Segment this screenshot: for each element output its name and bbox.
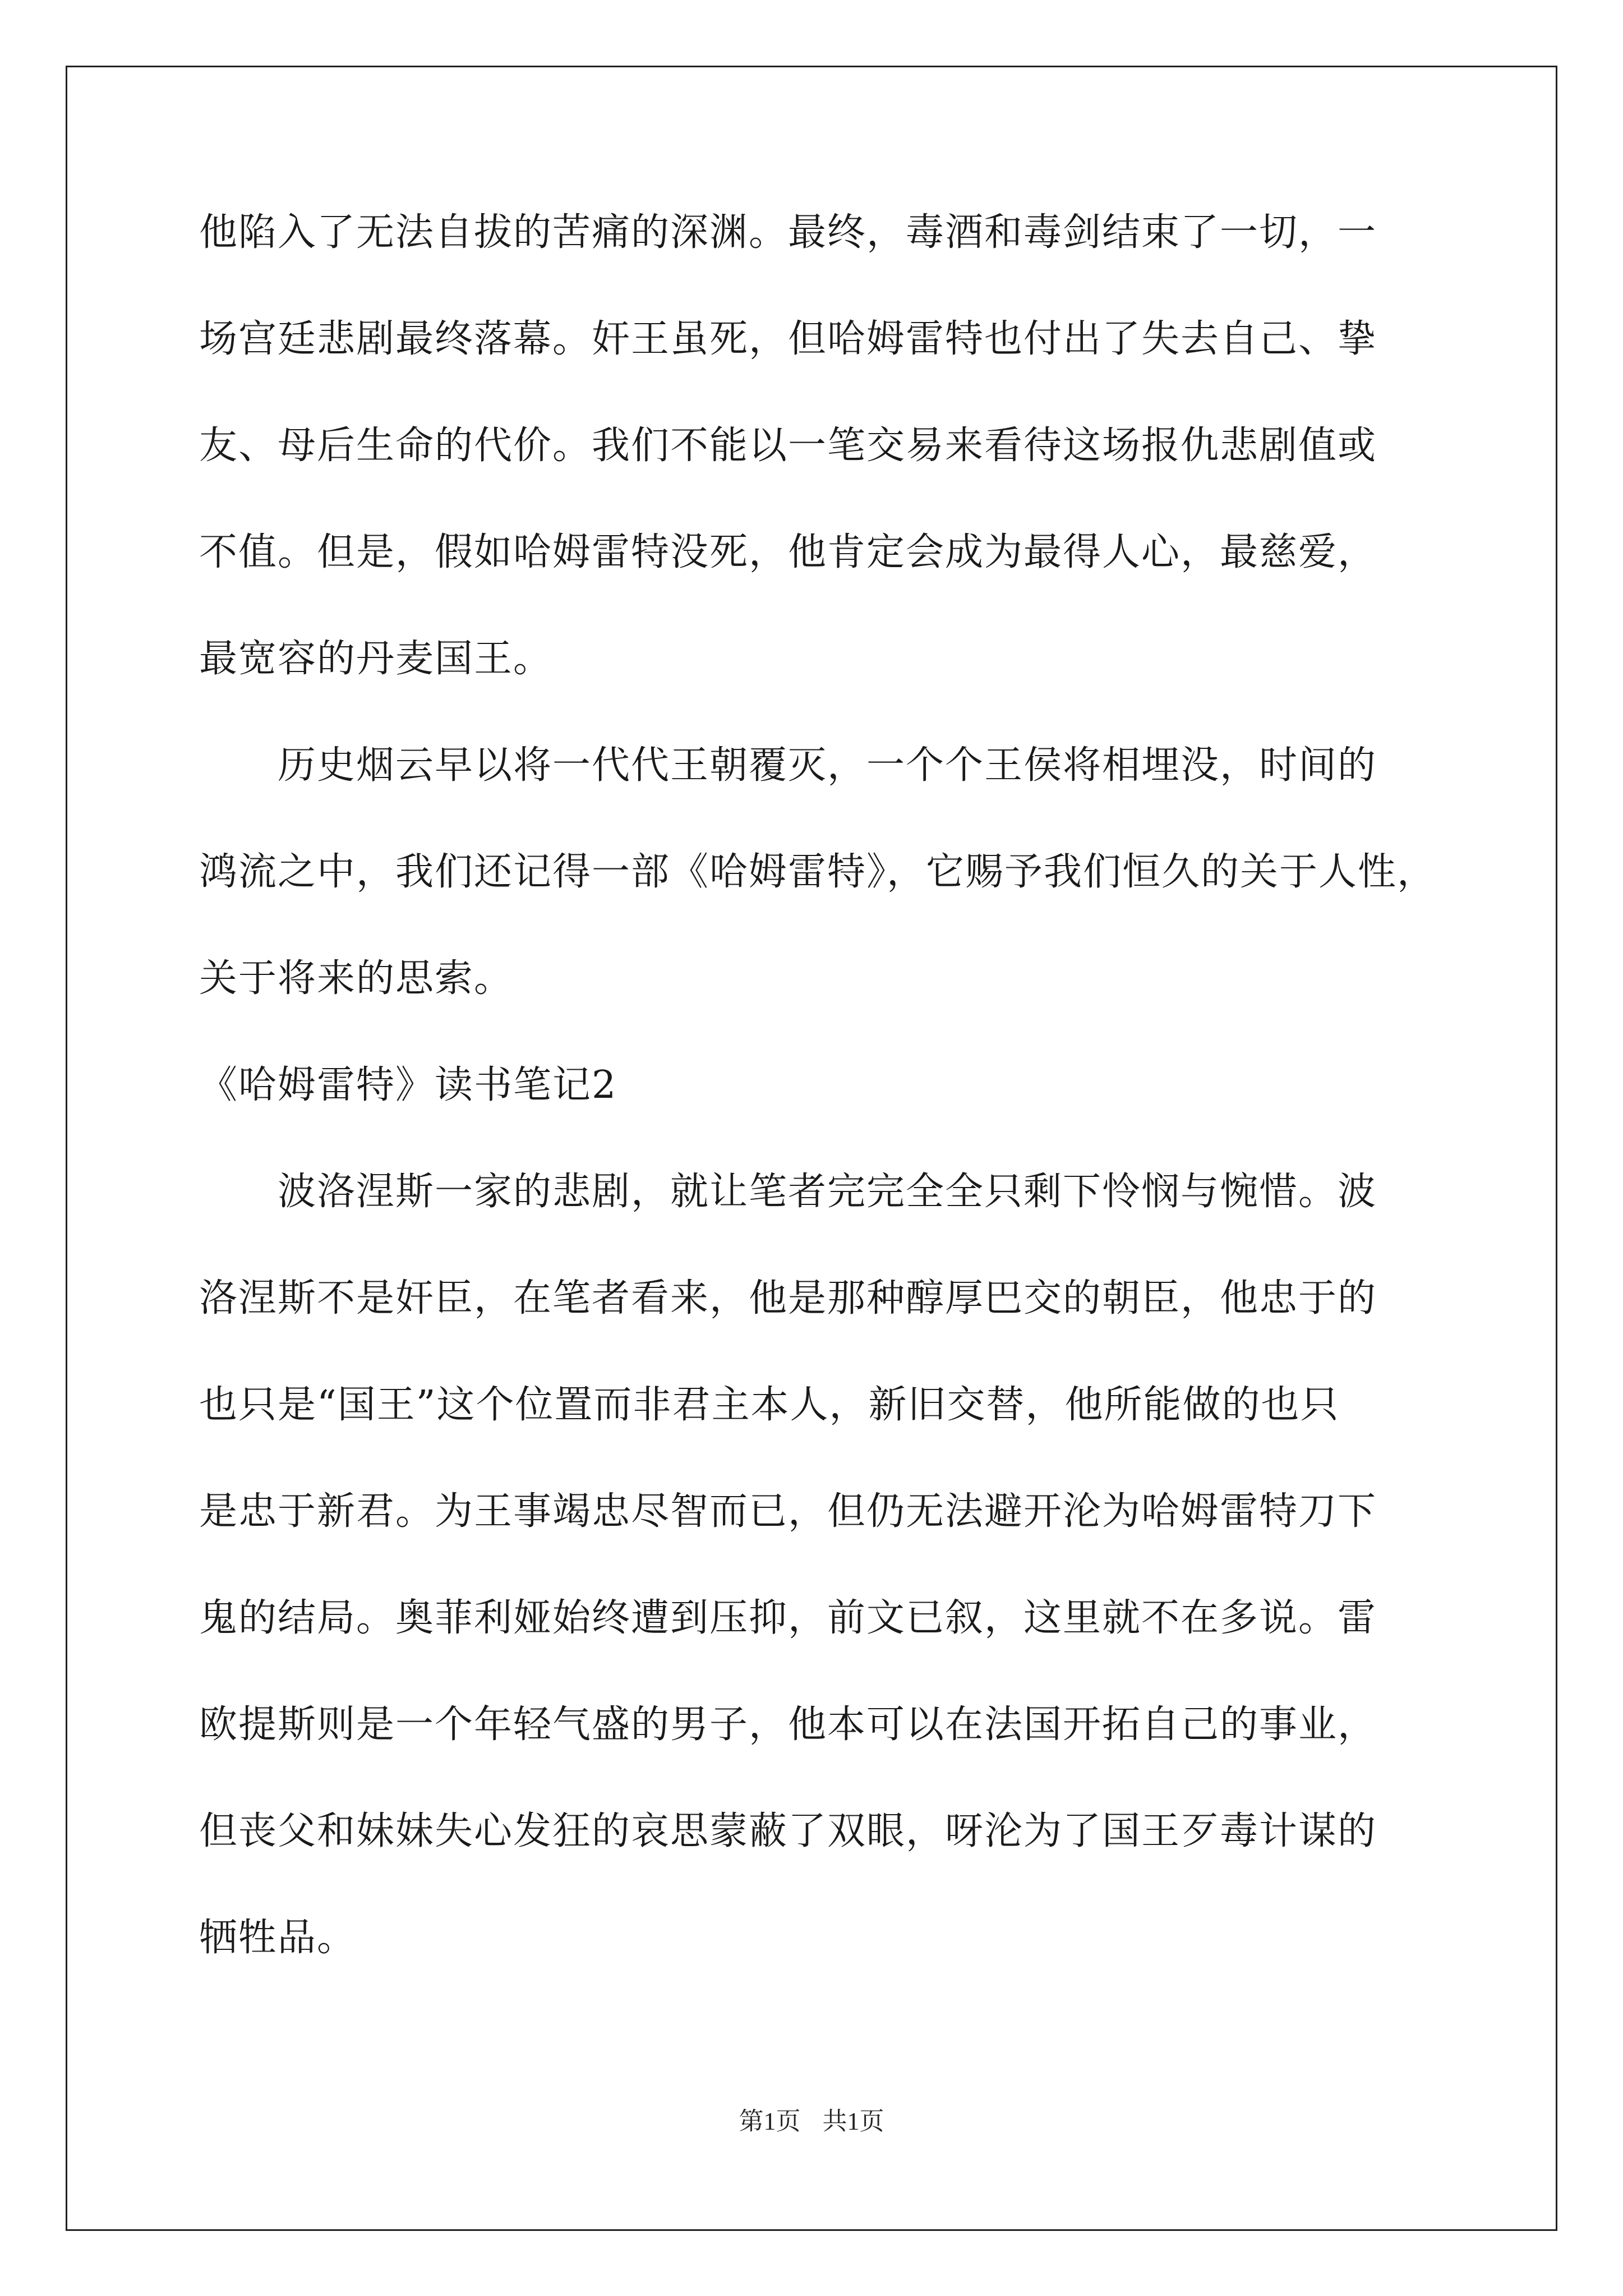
page-number: 第1页 bbox=[739, 2108, 801, 2135]
text-line: 波洛涅斯一家的悲剧，就让笔者完完全全只剩下怜悯与惋惜。波 bbox=[278, 1170, 1377, 1214]
text-line: 但丧父和妹妹失心发狂的哀思蒙蔽了双眼，呀沦为了国王歹毒计谋的 bbox=[199, 1809, 1377, 1853]
text-line: 牺牲品。 bbox=[199, 1916, 357, 1960]
text-line: 洛涅斯不是奸臣，在笔者看来，他是那种醇厚巴交的朝臣，他忠于的 bbox=[199, 1276, 1377, 1320]
text-line: 鬼的结局。奥菲利娅始终遭到压抑，前文已叙，这里就不在多说。雷 bbox=[199, 1596, 1377, 1640]
page-footer bbox=[0, 2101, 1623, 2137]
text-line: 也只是“国王”这个位置而非君主本人，新旧交替，他所能做的也只 bbox=[199, 1383, 1340, 1427]
text-line: 历史烟云早以将一代代王朝覆灭，一个个王侯将相埋没，时间的 bbox=[278, 743, 1377, 788]
text-line: 鸿流之中，我们还记得一部《哈姆雷特》，它赐予我们恒久的关于人性， bbox=[199, 850, 1437, 894]
page-total: 共1页 bbox=[822, 2108, 884, 2135]
text-line: 最宽容的丹麦国王。 bbox=[199, 637, 553, 681]
text-line: 友、母后生命的代价。我们不能以一笔交易来看待这场报仇悲剧值或 bbox=[199, 424, 1377, 468]
section-heading: 《哈姆雷特》读书笔记2 bbox=[199, 1063, 617, 1107]
text-line: 场宫廷悲剧最终落幕。奸王虽死，但哈姆雷特也付出了失去自己、挚 bbox=[199, 317, 1377, 361]
text-line: 是忠于新君。为王事竭忠尽智而已，但仍无法避开沦为哈姆雷特刀下 bbox=[199, 1489, 1377, 1534]
text-line: 他陷入了无法自拔的苦痛的深渊。最终，毒酒和毒剑结束了一切，一 bbox=[199, 210, 1377, 255]
text-line: 不值。但是，假如哈姆雷特没死，他肯定会成为最得人心，最慈爱， bbox=[199, 530, 1377, 574]
document-body bbox=[199, 180, 1437, 1991]
text-line: 欧提斯则是一个年轻气盛的男子，他本可以在法国开拓自己的事业， bbox=[199, 1703, 1377, 1747]
text-line: 关于将来的思索。 bbox=[199, 956, 514, 1001]
